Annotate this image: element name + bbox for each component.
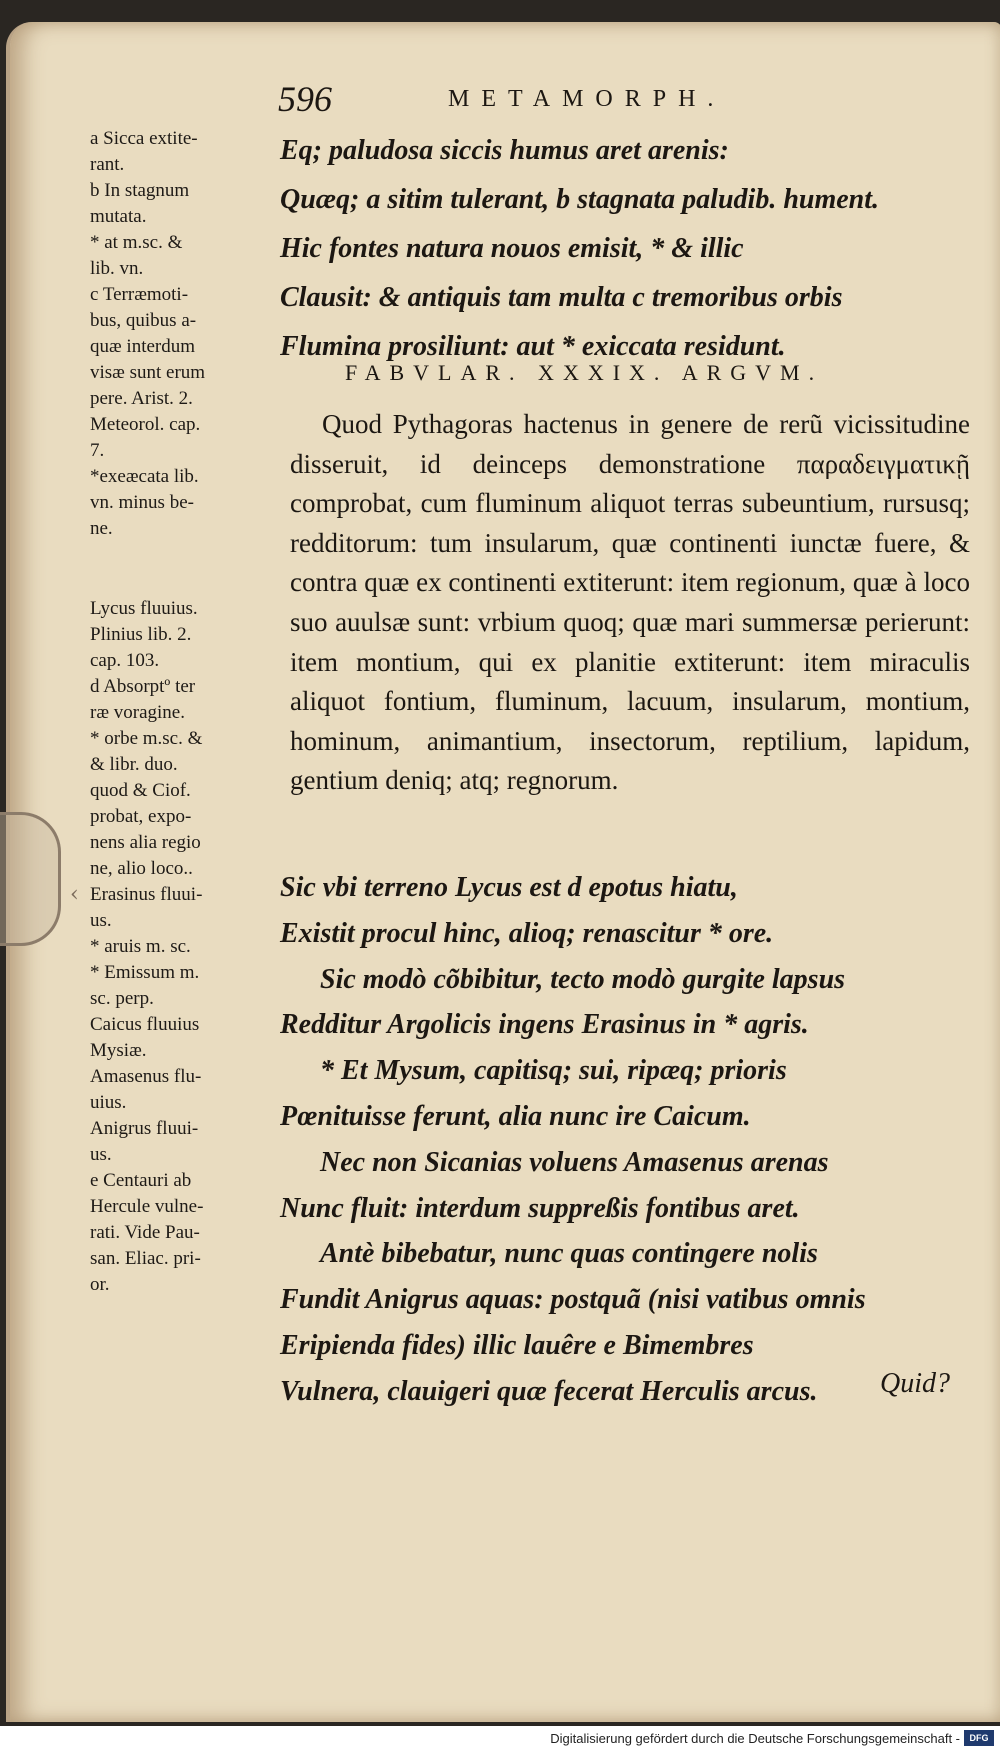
margin-note: mutata. <box>90 206 147 227</box>
fabular-heading: FABVLAR. XXXIX. ARGVM. <box>345 360 824 385</box>
margin-note: cap. 103. <box>90 650 160 671</box>
margin-note: 7. <box>90 440 105 461</box>
margin-note: Mysiæ. <box>90 1040 147 1061</box>
margin-note: us. <box>90 910 112 931</box>
verse-line: Sic vbi terreno Lycus est d epotus hiatu, <box>280 872 738 903</box>
margin-note: & libr. duo. <box>90 754 178 775</box>
verse-line: Clausit: & antiquis tam multa c tremoribus orbis <box>280 282 843 313</box>
catchword: Quid? <box>880 1368 950 1399</box>
verse-line: Existit procul hinc, alioq; renascitur * ore. <box>280 917 774 949</box>
margin-note: san. Eliac. pri- <box>90 1248 201 1269</box>
margin-note: rant. <box>90 154 125 175</box>
margin-note: d Absorptº ter <box>90 676 196 697</box>
margin-note: or. <box>90 1274 110 1295</box>
running-head: METAMORPH. <box>448 86 726 112</box>
margin-note: e Centauri ab <box>90 1170 192 1191</box>
margin-note: probat, expo- <box>90 806 192 827</box>
margin-note: Lycus fluuius. <box>90 598 198 619</box>
margin-note: Caicus fluuius <box>90 1014 200 1035</box>
margin-note: Amasenus flu- <box>90 1066 202 1087</box>
verse-line: Nec non Sicanias voluens Amasenus arenas <box>320 1146 829 1178</box>
verse-line: Eq; paludosa siccis humus aret arenis: <box>280 135 729 166</box>
margin-note: Plinius lib. 2. <box>90 624 192 645</box>
verse-line: Quæq; a sitim tulerant, b stagnata paludib. hument. <box>280 184 880 215</box>
verse-line: Hic fontes natura nouos emisit, * & illic <box>280 233 744 264</box>
margin-note: pere. Arist. 2. <box>90 388 193 409</box>
margin-note: * at m.sc. & <box>90 232 183 253</box>
verse-line: Flumina prosiliunt: aut * exiccata residunt. <box>280 331 786 362</box>
margin-note: sc. perp. <box>90 988 154 1009</box>
book-clasp <box>0 812 61 946</box>
margin-note: lib. vn. <box>90 258 144 279</box>
margin-note: Anigrus fluui- <box>90 1118 199 1139</box>
margin-note: *exeæcata lib. <box>90 466 199 487</box>
margin-note: nens alia regio <box>90 832 201 853</box>
margin-note: vn. minus be- <box>90 492 194 513</box>
footer-credit: Digitalisierung gefördert durch die Deutsche Forschungsgemeinschaft - <box>550 1731 960 1746</box>
verse-line: Sic modò cõbibitur, tecto modò gurgite lapsus <box>320 963 846 995</box>
margin-note: a Sicca extite- <box>90 128 198 149</box>
margin-note: Erasinus fluui- <box>90 884 203 905</box>
verse-line: Redditur Argolicis ingens Erasinus in * agris. <box>280 1009 809 1041</box>
margin-note: bus, quibus a- <box>90 310 197 331</box>
margin-note: ne. <box>90 518 113 539</box>
dfg-logo: DFG <box>964 1730 994 1746</box>
margin-note: quod & Ciof. <box>90 780 191 801</box>
margin-note: * aruis m. sc. <box>90 936 191 957</box>
clasp-arrow-icon: ‹ <box>70 882 79 907</box>
verse-line: Eripienda fides) illic lauêre e Bimembres <box>280 1329 754 1361</box>
margin-notes <box>90 126 290 1298</box>
digitization-footer <box>0 1726 1000 1751</box>
margin-note: Meteorol. cap. <box>90 414 201 435</box>
margin-note: ræ voragine. <box>90 702 185 723</box>
margin-note: rati. Vide Pau- <box>90 1222 200 1243</box>
verse-block-bottom <box>280 865 980 1415</box>
verse-line: Pœnituisse ferunt, alia nunc ire Caicum. <box>280 1100 751 1132</box>
page-header <box>278 78 798 128</box>
verse-line: Antè bibebatur, nunc quas contingere nolis <box>320 1238 818 1270</box>
margin-note: b In stagnum <box>90 180 190 201</box>
margin-note: ne, alio loco.. <box>90 858 193 879</box>
margin-note: us. <box>90 1144 112 1165</box>
verse-line: Fundit Anigrus aquas: postquã (nisi vatibus omnis <box>280 1284 866 1316</box>
margin-note: quæ interdum <box>90 336 196 357</box>
verse-line: Vulnera, clauigeri quæ fecerat Herculis arcus. <box>280 1375 818 1407</box>
margin-note: Hercule vulne- <box>90 1196 204 1217</box>
margin-note: uius. <box>90 1092 127 1113</box>
margin-note: * orbe m.sc. & <box>90 728 203 749</box>
argument-paragraph: Quod Pythagoras hactenus in genere de rerũ vicissitudine disseruit, id deinceps demonstratione παραδειγματικῇ comprobat, cum fluminum aliquot terras subeuntium, rursusq; redditorum: tum insularum, quæ continenti iunctæ fuere, & contra quæ ex continenti extiterunt: item regionum, quæ à loco suo auulsæ sunt: vrbium quoq; quæ mari summersæ perierunt: item montium, qui ex planitie extiterunt: item miraculis aliquot fontium, fluminum, lacuum, insularum, montium, hominum, animantium, insectorum, reptilium, lapidum, gentium deniq; atq; regnorum. <box>290 409 970 796</box>
verse-line: * Et Mysum, capitisq; sui, ripæq; prioris <box>320 1055 787 1087</box>
verse-block-top <box>280 126 980 371</box>
margin-note: c Terræmoti- <box>90 284 189 305</box>
margin-note: visæ sunt erum <box>90 362 206 383</box>
margin-note: * Emissum m. <box>90 962 200 983</box>
verse-line: Nunc fluit: interdum suppreßis fontibus aret. <box>280 1192 800 1224</box>
page-number: 596 <box>278 79 332 119</box>
